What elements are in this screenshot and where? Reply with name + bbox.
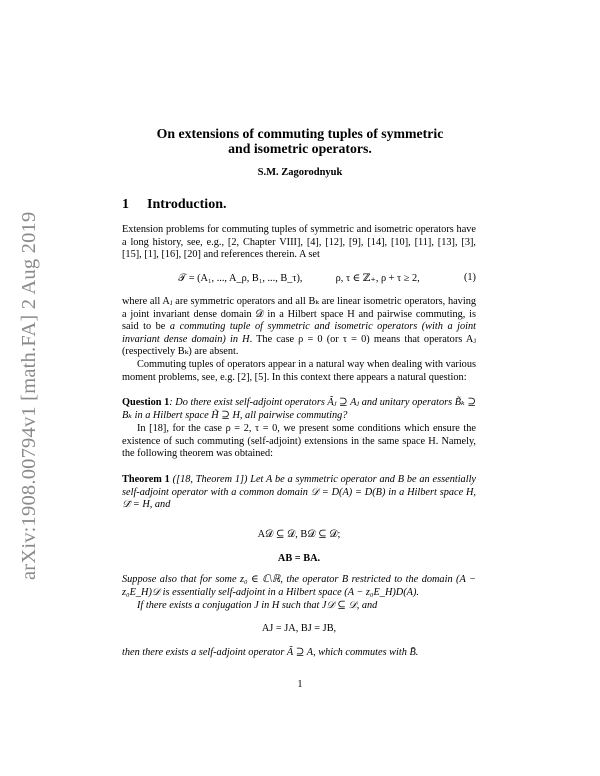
equation-invariance: A𝒟 ⊆ 𝒟, B𝒟 ⊆ 𝒟; [257, 529, 341, 540]
arxiv-identifier: arXiv:1908.00794v1 [math.FA] 2 Aug 2019 [18, 211, 40, 580]
definition-rest: . The case ρ = 0 (or τ = 0) means that operators Aⱼ (respectively Bₖ) are absent. [122, 333, 476, 358]
question-1 [122, 397, 476, 422]
section-heading [122, 197, 226, 213]
paragraph-previous-result: In [18], for the case ρ = 2, τ = 0, we present some conditions which ensure the existence of such commuting (self-adjoint) extensions in the same space H. Namely, the following theorem was obtained: [122, 423, 476, 460]
theorem-assumption: Suppose also that for some z₀ ∈ ℂ\ℝ, the operator B restricted to the domain (A − z₀E_H)𝒟 is essentially self-adjoint in a Hilbert space (A − z₀E_H)D(A). [122, 574, 476, 598]
title-line-2: and isometric operators. [228, 141, 372, 156]
paragraph-moment-problems: Commuting tuples of operators appear in a natural way when dealing with various moment problems, see, e.g. [2], [5]. In this context there appears a natural question: [122, 359, 476, 383]
equation-1 [122, 272, 476, 285]
equation-1-lhs: 𝒯 = (A₁, ..., A_ρ, B₁, ..., B_τ), [178, 273, 303, 284]
equation-1-number: (1) [463, 272, 476, 283]
section-number: 1 [122, 197, 129, 212]
author: S.M. Zagorodnyuk [257, 167, 343, 178]
question-label: Question 1 [122, 397, 170, 408]
definition-text: where all Aⱼ are symmetric operators and all Bₖ are linear isometric operators, having a joint invariant dense domain 𝒟 in a Hilbert space H and pairwise commuting, is said to be [122, 296, 476, 333]
equation-commute: AB = BA. [277, 553, 321, 564]
paper-title [80, 126, 520, 156]
title-line-1: On extensions of commuting tuples of symmetric [156, 126, 444, 141]
equation-conjugation: AJ = JA, BJ = JB, [261, 623, 337, 634]
theorem-1 [122, 474, 476, 512]
paragraph-intro: Extension problems for commuting tuples of symmetric and isometric operators have a long history, see, e.g., [2, Chapter VIII], [4], [12], [9], [14], [10], [11], [13], [3], [15], [1], [16], [20] and references therein. A set [122, 224, 476, 261]
equation-1-rhs: ρ, τ ∈ ℤ₊, ρ + τ ≥ 2, [335, 273, 420, 284]
arxiv-side-stamp [14, 120, 44, 580]
theorem-conjugation: If there exists a conjugation J in H such that J𝒟 ⊆ 𝒟, and [137, 600, 378, 611]
theorem-label: Theorem 1 [122, 474, 170, 485]
page-number: 1 [297, 679, 303, 690]
definition-term: a commuting tuple of symmetric and isometric operators (with a joint invariant dense domain) in H [122, 321, 476, 345]
paragraph-definition [122, 296, 476, 359]
theorem-text: ([18, Theorem 1]) Let A be a symmetric operator and B be an essentially self-adjoint operator with a common domain 𝒟 = D(A) = D(B) in a Hilbert space H, 𝒟̄ = H, and [122, 474, 476, 511]
section-title: Introduction. [147, 197, 227, 212]
theorem-conclusion: then there exists a self-adjoint operator Ã ⊇ A, which commutes with B̄. [122, 647, 419, 658]
question-text: : Do there exist self-adjoint operators Ãⱼ ⊇ Aⱼ and unitary operators B̃ₖ ⊇ Bₖ in a Hilbert space H̃ ⊇ H, all pairwise commuting? [122, 397, 476, 421]
